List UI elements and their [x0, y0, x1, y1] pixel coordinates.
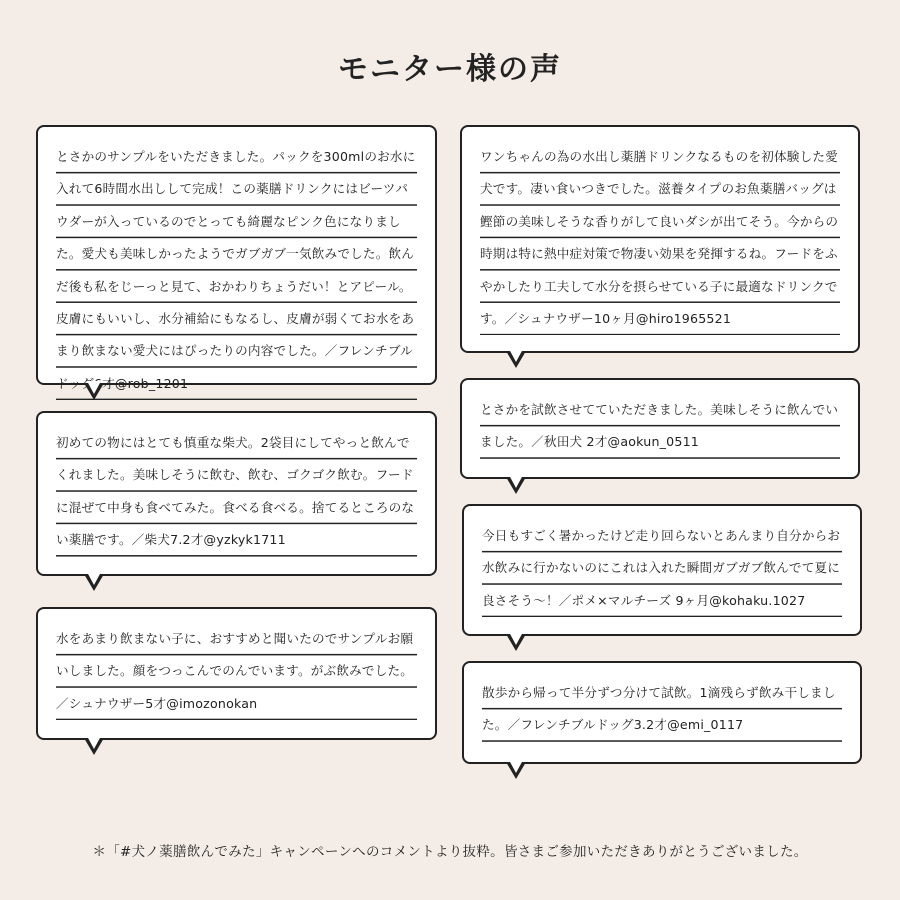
testimonial-text: 初めての物にはとても慎重な柴犬。2袋目にしてやっと飲んでくれました。美味しそうに飲む、飲む、ゴクゴク飲む。フードに混ぜて中身も食べてみた。食べる食べる。捨てるところのない薬膳です。／柴犬7.2才@yzkyk1711 [56, 427, 417, 557]
testimonial-bubble [36, 411, 437, 576]
testimonial-text: とさかのサンプルをいただきました。パックを300mlのお水に入れて6時間水出しして完成！この薬膳ドリンクにはビーツパウダーが入っているのでとっても綺麗なピンク色になりました。愛犬も美味しかったようでガブガブ一気飲みでした。飲んだ後も私をじーっと見て、おかわりちょうだい！とアピール。皮膚にもいいし、水分補給にもなるし、皮膚が弱くてお水をあまり飲まない愛犬にはぴったりの内容でした。／フレンチブルドッグ6才@rob_1201 [56, 141, 417, 400]
testimonial-text: 散歩から帰って半分ずつ分けて試飲。1滴残らず飲み干しました。／フレンチブルドッグ3.2才@emi_0117 [482, 677, 842, 742]
testimonial-bubble [460, 378, 860, 479]
testimonial-text: とさかを試飲させてていただきました。美味しそうに飲んでいました。／秋田犬 2才@aokun_0511 [480, 394, 840, 459]
speech-tail [506, 351, 526, 368]
testimonial-text: ワンちゃんの為の水出し薬膳ドリンクなるものを初体験した愛犬です。凄い食いつきでした。滋養タイプのお魚薬膳バッグは鰹節の美味しそうな香りがして良いダシが出てそう。今からの時期は特に熱中症対策で物凄い効果を発揮するね。フードをふやかしたり工夫して水分を摂らせている子に最適なドリンクです。／シュナウザー10ヶ月@hiro1965521 [480, 141, 840, 335]
speech-tail [506, 762, 526, 779]
page-title: モニター様の声 [338, 52, 562, 87]
testimonial-text: 今日もすごく暑かったけど走り回らないとあんまり自分からお水飲みに行かないのにこれは入れた瞬間ガブガブ飲んでて夏に良さそう〜！／ポメ×マルチーズ 9ヶ月@kohaku.1027 [482, 520, 842, 617]
testimonial-bubble [462, 661, 862, 764]
speech-tail [84, 383, 104, 400]
testimonial-bubble [36, 125, 437, 391]
footnote: ＊「#犬ノ薬膳飲んでみた」キャンペーンへのコメントより抜粋。皆さまご参加いただきありがとうございました。 [92, 844, 808, 860]
speech-tail [84, 574, 104, 591]
testimonial-bubble [462, 504, 862, 636]
speech-tail [84, 738, 104, 755]
testimonial-bubble [36, 607, 437, 740]
speech-tail [506, 634, 526, 651]
speech-tail [506, 477, 526, 494]
testimonial-bubble [460, 125, 860, 353]
testimonial-text: 水をあまり飲まない子に、おすすめと聞いたのでサンプルお願いしました。顔をつっこんでのんでいます。がぶ飲みでした。／シュナウザー5才@imozonokan [56, 623, 417, 720]
